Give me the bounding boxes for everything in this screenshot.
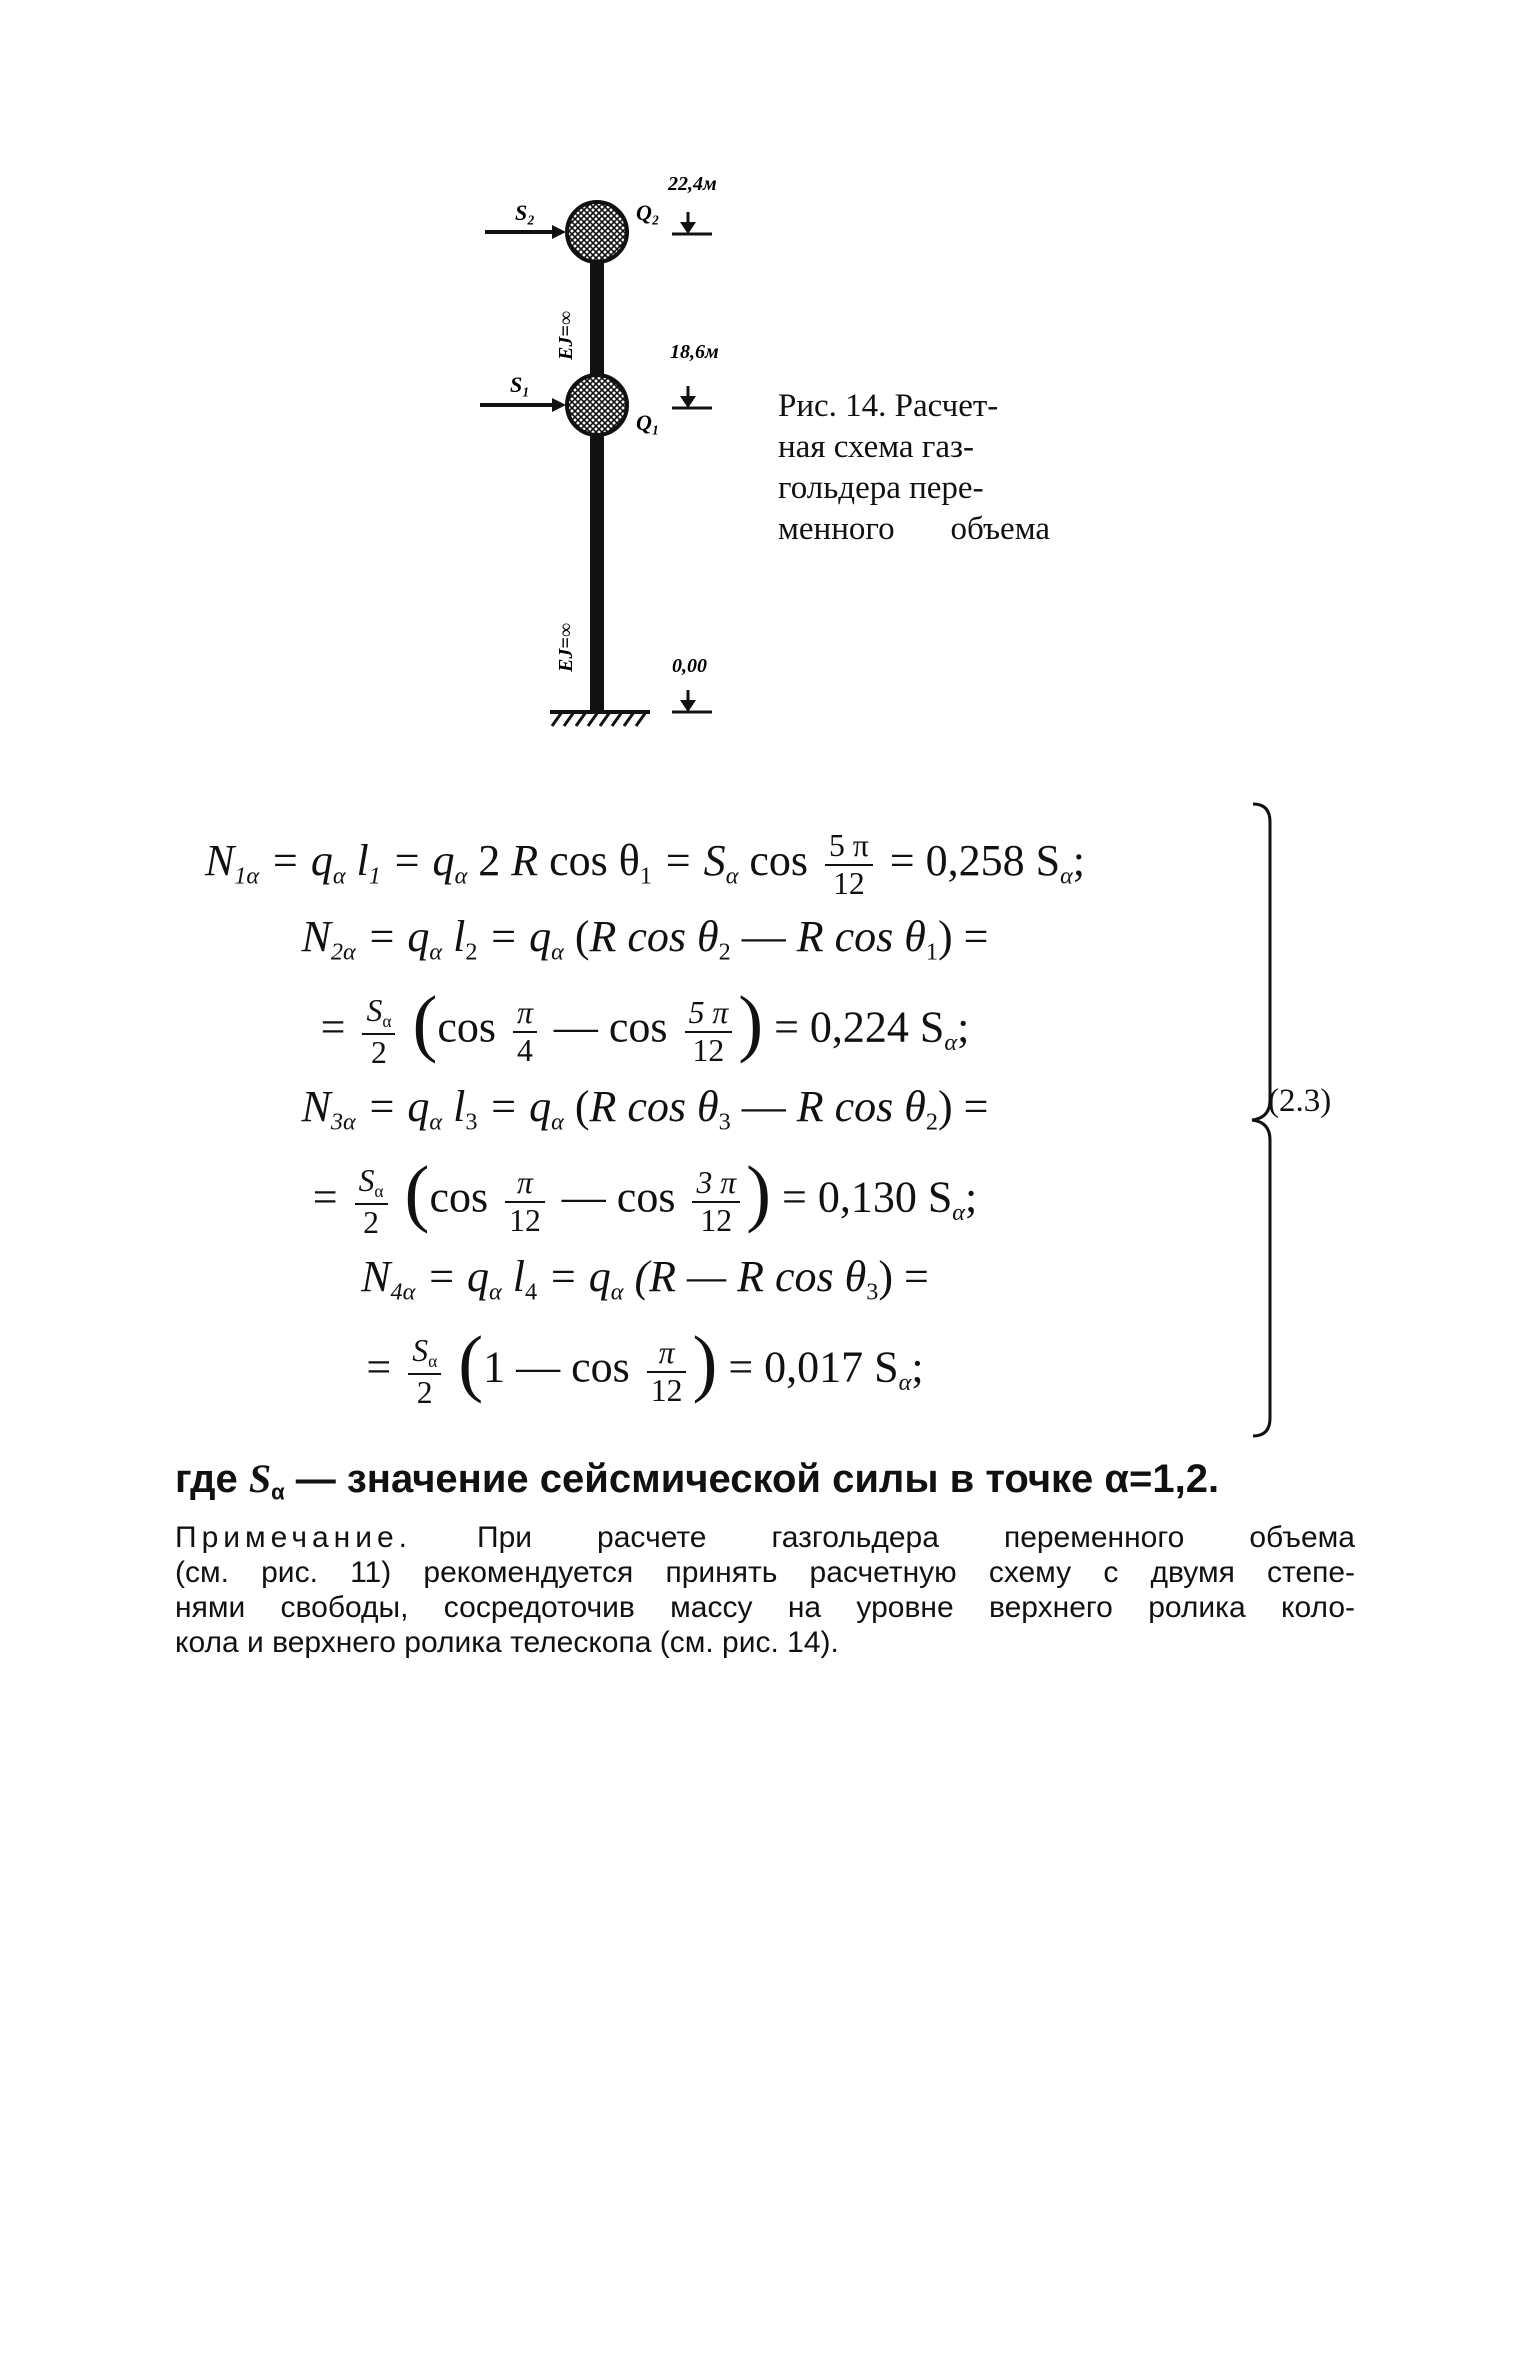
equation-number: (2.3) (1268, 1083, 1332, 1119)
force-arrow-mid (480, 398, 566, 412)
where-explanation: где $S_\alpha$ — значение сейсмической силы в точке α=1,2. (175, 1456, 1220, 1505)
note-label: Примечание. (175, 1521, 412, 1554)
figure-caption (778, 386, 1050, 550)
level-marker-top (672, 212, 712, 234)
caption-line: ная схема газ- (778, 429, 975, 465)
level-label-top: 22,4м (668, 173, 717, 195)
note-line-4: кола и верхнего ролика телескопа (см. рис. 14). (175, 1626, 839, 1659)
mass-mid-circle (567, 375, 627, 435)
column (590, 230, 604, 710)
force-label-top: S₂ (515, 200, 535, 225)
equation-line-1: $N_{1\alpha} = q_\alpha$ $l_1 = q_\alpha$ 2 R $\cos \theta_1 = S_\alpha$ cos $\frac{5 \pi}{12}$ = 0,258 $S_\alpha$; (204, 828, 1086, 901)
equation-line-6: $N_{4\alpha} = q_\alpha$ $l_4 = q_\alpha$ (R — R $\cos \theta_3$) = (361, 1252, 929, 1306)
caption-line: Рис. 14. Расчет- (778, 388, 999, 424)
level-marker-base (672, 690, 712, 712)
level-label-mid: 18,6м (670, 341, 719, 363)
equation-line-4: $N_{3\alpha} = q_\alpha$ $l_3 = q_\alpha$ (R $\cos \theta_3$ — R $\cos \theta_2$) = (301, 1082, 989, 1136)
mass-top-circle (567, 202, 627, 262)
mass-label-top: Q₂ (636, 200, 660, 225)
note-paragraph (175, 1520, 1355, 1660)
note-line-1: Примечание. При расчете газгольдера переменного объема (175, 1521, 1355, 1554)
equation-system-bracket (1248, 800, 1278, 1440)
equation-line-3: = $\frac{S_\alpha}{2}$ (cos $\frac{\pi}{4}$ — cos $\frac{5 \pi}{12}$ ) = 0,224 $S_\alpha$; (320, 981, 970, 1070)
stiffness-label-upper: EJ=∞ (555, 311, 577, 360)
force-label-mid: S₁ (510, 372, 530, 397)
equation-line-7: = $\frac{S_\alpha}{2}$ (1 — cos $\frac{\pi}{12}$ ) = 0,017 $S_\alpha$; (366, 1321, 924, 1410)
level-marker-mid (672, 386, 712, 408)
force-arrow-top (485, 225, 566, 239)
level-label-base: 0,00 (672, 655, 707, 677)
note-line-3: нями свободы, сосредоточив массу на уровне верхнего ролика коло- (175, 1591, 1355, 1624)
gasholder-design-scheme-figure (440, 150, 760, 770)
ground-support (550, 712, 650, 726)
mass-label-mid: Q₁ (636, 410, 660, 435)
caption-line: менного объема (778, 511, 1050, 547)
stiffness-label-lower: EJ=∞ (555, 623, 577, 672)
equation-line-5: = $\frac{S_\alpha}{2}$ (cos $\frac{\pi}{12}$ — cos $\frac{3 \pi}{12}$ ) = 0,130 $S_\alpha$; (312, 1151, 978, 1240)
note-line-2: (см. рис. 11) рекомендуется принять расчетную схему с двумя степе- (175, 1556, 1355, 1589)
caption-line: гольдера пере- (778, 470, 984, 506)
equation-line-2: $N_{2\alpha} = q_\alpha$ $l_2 = q_\alpha$ (R $\cos \theta_2$ — R $\cos \theta_1$) = (301, 912, 989, 966)
